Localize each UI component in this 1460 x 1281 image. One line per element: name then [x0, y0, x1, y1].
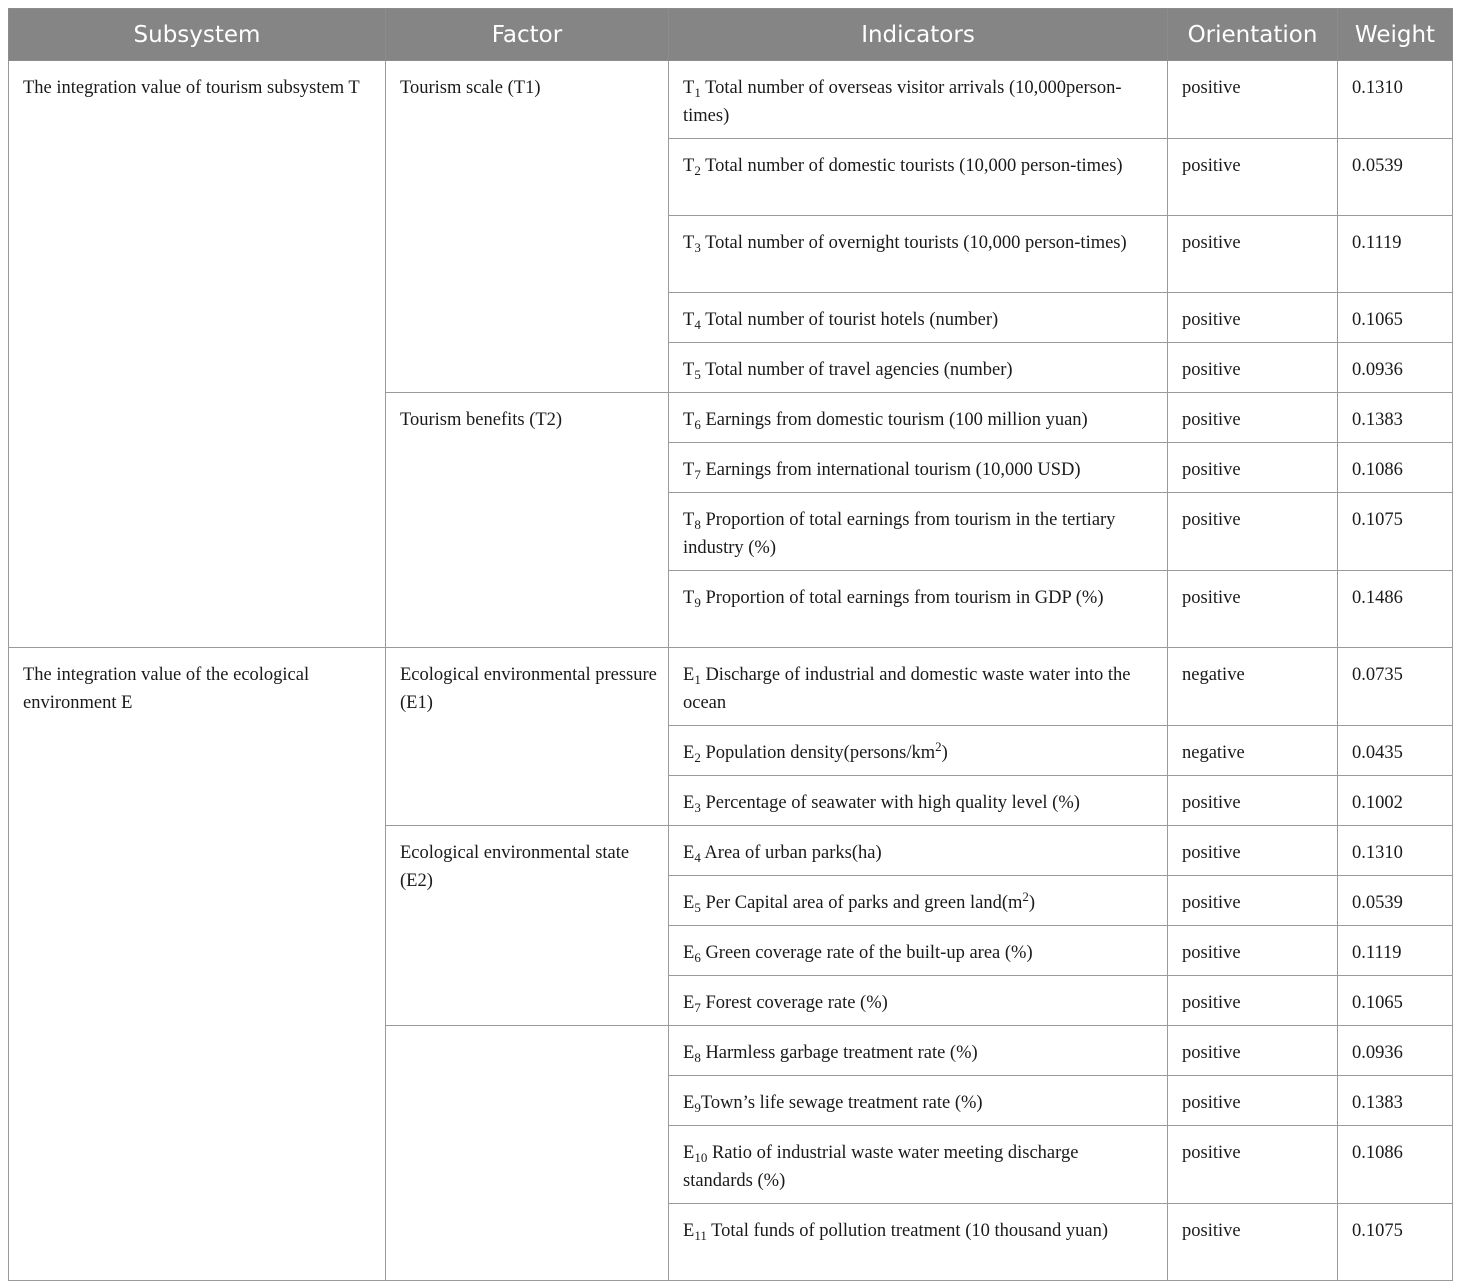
subsystem-cell: The integration value of the ecological environment E: [9, 648, 386, 1281]
orientation-cell: positive: [1168, 1026, 1338, 1076]
orientation-cell: positive: [1168, 1204, 1338, 1281]
weight-cell: 0.1002: [1338, 776, 1453, 826]
header-factor: Factor: [386, 9, 669, 61]
orientation-cell: positive: [1168, 776, 1338, 826]
indicator-cell: $E_{11}$ Total funds of pollution treatment (10 thousand yuan): [669, 1204, 1168, 1281]
weight-cell: 0.1065: [1338, 976, 1453, 1026]
weight-cell: 0.0936: [1338, 1026, 1453, 1076]
weight-cell: 0.0539: [1338, 139, 1453, 216]
weight-cell: 0.1065: [1338, 293, 1453, 343]
factor-cell: Tourism benefits (T2): [386, 393, 669, 648]
orientation-cell: positive: [1168, 926, 1338, 976]
indicator-cell: $T_2$ Total number of domestic tourists (10,000 person-times): [669, 139, 1168, 216]
subsystem-cell: The integration value of tourism subsystem T: [9, 61, 386, 648]
orientation-cell: positive: [1168, 393, 1338, 443]
indicator-cell: $E_3$ Percentage of seawater with high quality level (%): [669, 776, 1168, 826]
weight-cell: 0.1310: [1338, 826, 1453, 876]
indicator-cell: $T_4$ Total number of tourist hotels (number): [669, 293, 1168, 343]
weight-cell: 0.1119: [1338, 216, 1453, 293]
orientation-cell: positive: [1168, 343, 1338, 393]
orientation-cell: positive: [1168, 216, 1338, 293]
header-orientation: Orientation: [1168, 9, 1338, 61]
factor-cell: Ecological environmental pressure (E1): [386, 648, 669, 826]
indicator-cell: $T_3$ Total number of overnight tourists (10,000 person-times): [669, 216, 1168, 293]
orientation-cell: positive: [1168, 61, 1338, 139]
orientation-cell: positive: [1168, 493, 1338, 571]
factor-cell: Ecological environmental state (E2): [386, 826, 669, 1026]
orientation-cell: positive: [1168, 1076, 1338, 1126]
weight-cell: 0.0735: [1338, 648, 1453, 726]
indicator-cell: $T_7$ Earnings from international tourism (10,000 USD): [669, 443, 1168, 493]
orientation-cell: positive: [1168, 1126, 1338, 1204]
indicator-cell: $E_1$ Discharge of industrial and domestic waste water into the ocean: [669, 648, 1168, 726]
weight-cell: 0.1310: [1338, 61, 1453, 139]
weight-cell: 0.1075: [1338, 1204, 1453, 1281]
indicator-cell: $E_{10}$ Ratio of industrial waste water meeting discharge standards (%): [669, 1126, 1168, 1204]
table-row: [9, 648, 1453, 726]
orientation-cell: positive: [1168, 976, 1338, 1026]
header-row: [9, 9, 1453, 61]
weight-cell: 0.0435: [1338, 726, 1453, 776]
weight-cell: 0.1486: [1338, 571, 1453, 648]
weight-cell: 0.1383: [1338, 393, 1453, 443]
indicator-cell: $E_4$ Area of urban parks(ha): [669, 826, 1168, 876]
indicator-cell: $E_8$ Harmless garbage treatment rate (%): [669, 1026, 1168, 1076]
indicator-table: [8, 8, 1453, 1281]
indicator-cell: $T_5$ Total number of travel agencies (number): [669, 343, 1168, 393]
header-weight: Weight: [1338, 9, 1453, 61]
weight-cell: 0.0539: [1338, 876, 1453, 926]
orientation-cell: negative: [1168, 726, 1338, 776]
orientation-cell: positive: [1168, 826, 1338, 876]
orientation-cell: positive: [1168, 139, 1338, 216]
orientation-cell: positive: [1168, 293, 1338, 343]
header-indicators: Indicators: [669, 9, 1168, 61]
orientation-cell: positive: [1168, 876, 1338, 926]
weight-cell: 0.1383: [1338, 1076, 1453, 1126]
indicator-cell: $E_9Town’s$ life sewage treatment rate (%): [669, 1076, 1168, 1126]
weight-cell: 0.1086: [1338, 443, 1453, 493]
factor-cell: Tourism scale (T1): [386, 61, 669, 393]
indicator-cell: $T_8$ Proportion of total earnings from tourism in the tertiary industry (%): [669, 493, 1168, 571]
indicator-cell: $T_6$ Earnings from domestic tourism (100 million yuan): [669, 393, 1168, 443]
indicator-cell: $T_1$ Total number of overseas visitor arrivals (10,000person-times): [669, 61, 1168, 139]
weight-cell: 0.1119: [1338, 926, 1453, 976]
indicator-cell: $E_7$ Forest coverage rate (%): [669, 976, 1168, 1026]
orientation-cell: positive: [1168, 571, 1338, 648]
weight-cell: 0.0936: [1338, 343, 1453, 393]
orientation-cell: negative: [1168, 648, 1338, 726]
orientation-cell: positive: [1168, 443, 1338, 493]
indicator-cell: $T_9$ Proportion of total earnings from tourism in GDP (%): [669, 571, 1168, 648]
factor-cell-empty: [386, 1026, 669, 1281]
weight-cell: 0.1086: [1338, 1126, 1453, 1204]
header-subsystem: Subsystem: [9, 9, 386, 61]
table-row: [9, 61, 1453, 139]
indicator-cell: $E_5$ Per Capital area of parks and green $land(m^2)$: [669, 876, 1168, 926]
indicator-cell: $E_2$ Population $density(persons/km^2)$: [669, 726, 1168, 776]
weight-cell: 0.1075: [1338, 493, 1453, 571]
indicator-cell: $E_6$ Green coverage rate of the built-up area (%): [669, 926, 1168, 976]
